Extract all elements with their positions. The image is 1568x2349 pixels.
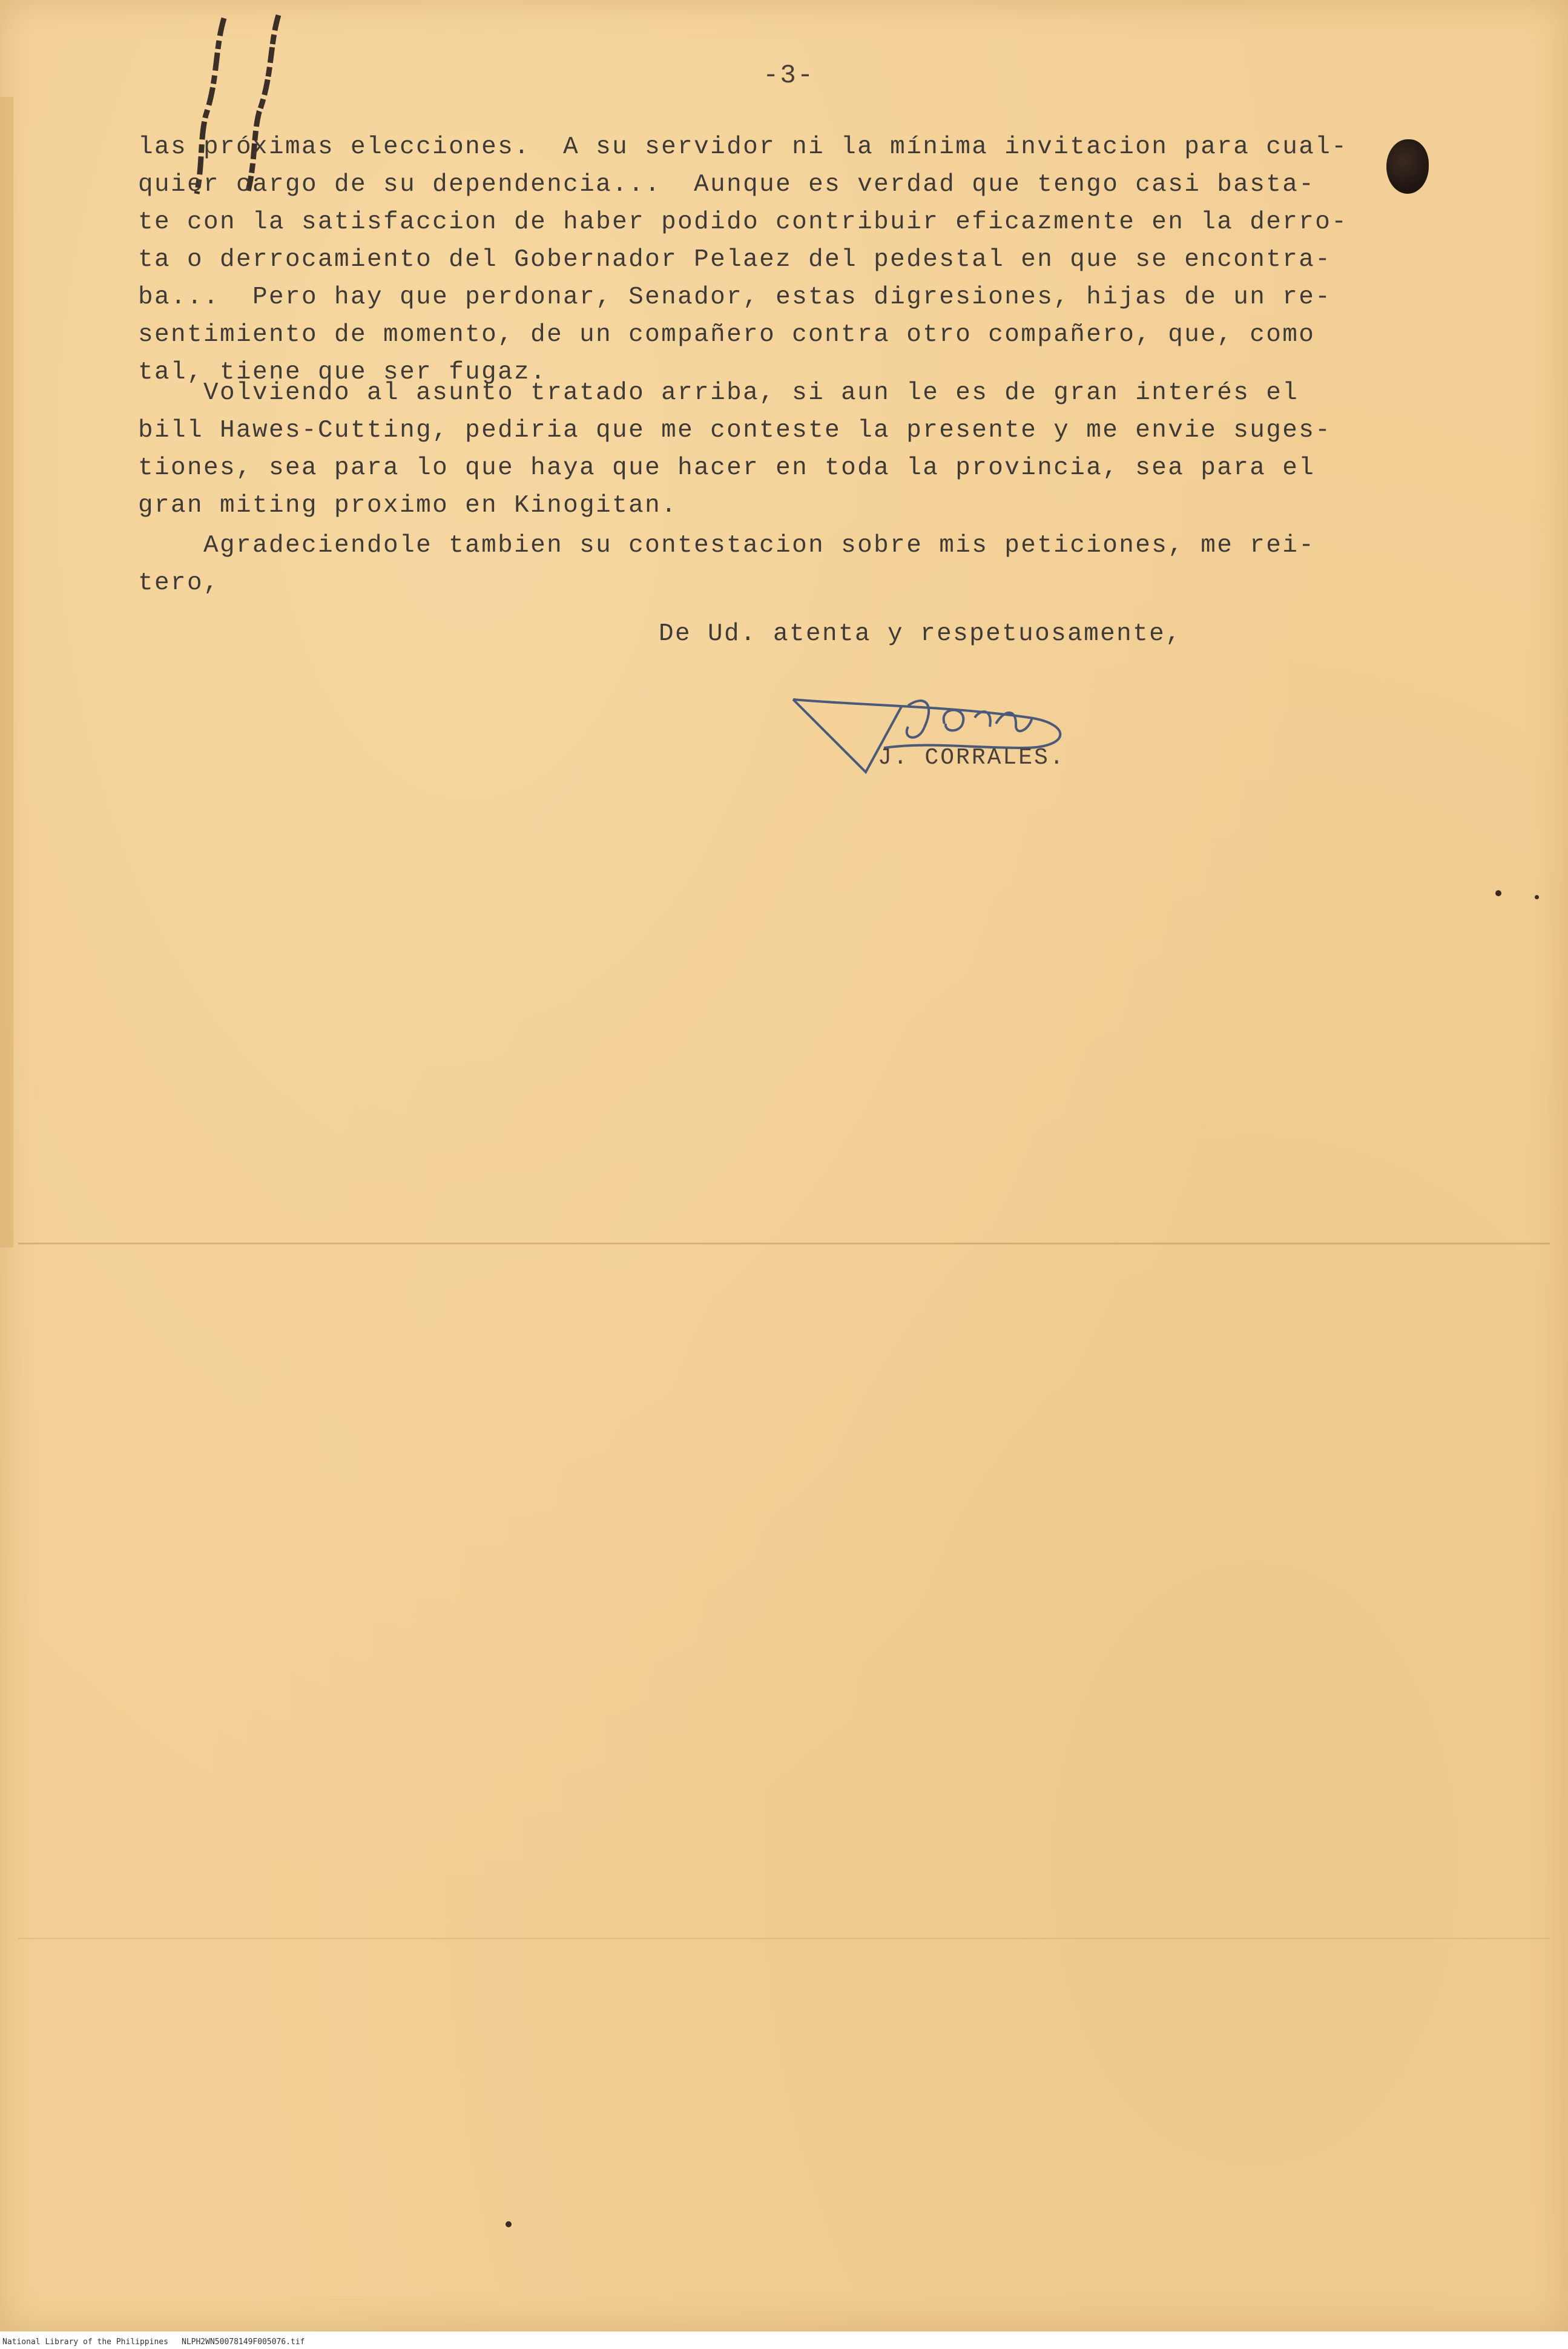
paper-edge-strip bbox=[0, 97, 13, 1247]
body-paragraph: Volviendo al asunto tratado arriba, si aun le es de gran interés el bill Hawes-Cutting, pediria que me conteste la presente y me envie suges- tiones, sea para lo que haya que hacer en toda la provincia, sea para el gran miting proximo en Kinogitan. bbox=[138, 379, 1332, 520]
footer-filename: NLPH2WN50078149F005076.tif bbox=[182, 2337, 305, 2347]
ink-speck bbox=[506, 2221, 512, 2227]
fold-line bbox=[18, 1243, 1550, 1244]
closing-line: De Ud. atenta y respetuosamente, bbox=[659, 620, 1182, 648]
body-paragraph: Agradeciendole tambien su contestacion sobre mis peticiones, me rei- tero, bbox=[138, 532, 1316, 597]
page-number: -3- bbox=[763, 61, 815, 91]
ink-speck bbox=[1495, 890, 1501, 896]
scan-footer bbox=[0, 2335, 1568, 2349]
signatory-name: J. CORRALES. bbox=[878, 745, 1066, 771]
footer-library: National Library of the Philippines bbox=[2, 2337, 168, 2347]
body-paragraph: las próximas elecciones. A su servidor ni la mínima invitacion para cual- quier cargo de su dependencia... Aunque es verdad que tengo casi basta- te con la satisfaccion de haber podido contribuir eficazmente en la derro- ta o derrocamiento del Gobernador Pelaez del pedestal en que se encontra- ba... Pero hay que perdonar, Senador, estas digresiones, hijas de un re- sentimiento de momento, de un compañero contra otro compañero, que, como tal, tiene que ser fugaz. bbox=[138, 133, 1348, 386]
ink-speck bbox=[1535, 895, 1539, 899]
fold-line bbox=[18, 1938, 1550, 1939]
